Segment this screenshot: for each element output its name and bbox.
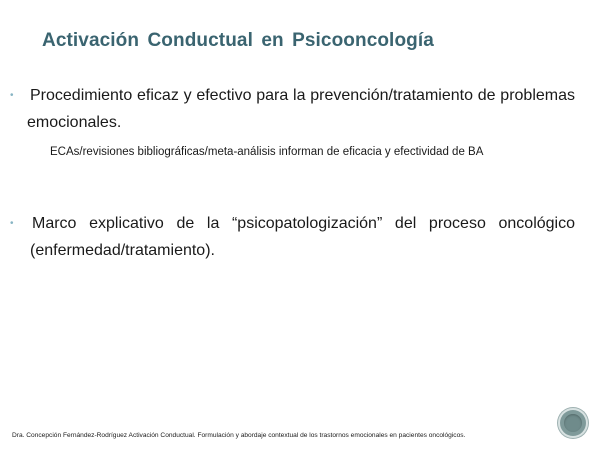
slide-title: Activación Conductual en Psicooncología	[42, 30, 434, 51]
nav-circle-button[interactable]	[560, 410, 586, 436]
bullet-dot-icon: •	[10, 90, 14, 101]
bullet-item	[10, 82, 575, 136]
circle-nav-button-icon	[564, 414, 582, 432]
bullet-item	[10, 210, 575, 264]
bullet-dot-icon: •	[10, 218, 14, 229]
bullet-text: Marco explicativo de la “psicopatologización” del proceso oncológico (enfermedad/tratamiento).	[30, 215, 575, 259]
slide-footer: Dra. Concepción Fernández-Rodríguez Activación Conductual. Formulación y abordaje contextual de los trastornos emocionales en pacientes oncológicos.	[12, 432, 466, 439]
bullet-text: Procedimiento eficaz y efectivo para la prevención/tratamiento de problemas emocionales.	[27, 87, 575, 131]
sub-note: ECAs/revisiones bibliográficas/meta-análisis informan de eficacia y efectividad de BA	[50, 146, 484, 158]
